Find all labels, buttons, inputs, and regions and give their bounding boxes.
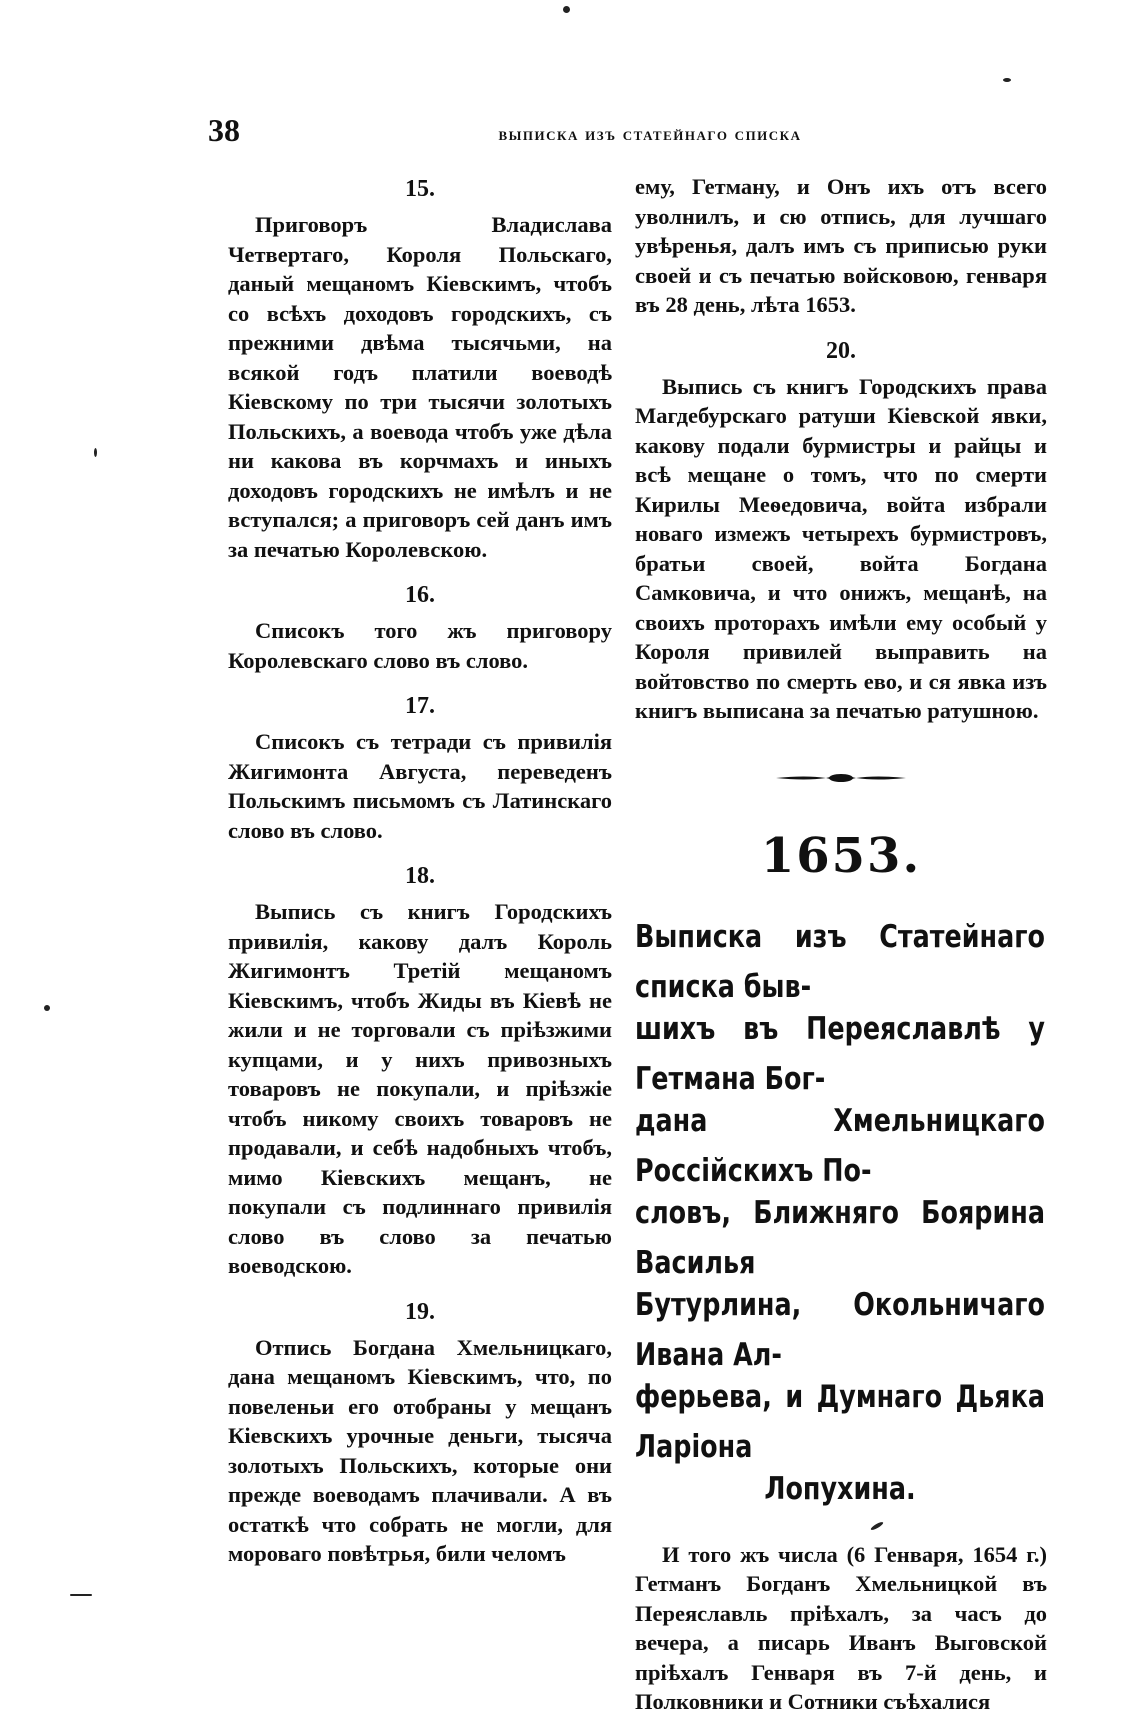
scan-speck xyxy=(70,1594,92,1596)
heading-line: Бутурлина, Окольничаго Ивана Ал- xyxy=(635,1286,1045,1373)
section-text: Приговоръ Владиславa Четвертаго, Короля Польскаго, даный мещаномъ Кіевскимъ, чтобъ со всѣхъ доходовъ городскихъ, съ прежними двѣма тысячьми, на всякой годъ платили воеводѣ Кіевскому по три тысячи золотыхъ Польскихъ, а воевода чтобъ уже дѣла ни какова въ корчмахъ и иныхъ доходовъ городскихъ не имѣлъ и не вступался; а приговоръ сей данъ имъ за печатью Королевскою. xyxy=(228,212,612,562)
heading-line: Выписка изъ Статейнаго списка быв- xyxy=(635,918,1045,1005)
scan-speck xyxy=(563,6,570,13)
scan-speck xyxy=(1003,78,1011,82)
left-column xyxy=(228,172,612,1583)
section-number: 16. xyxy=(405,582,435,608)
scan-speck xyxy=(94,448,97,457)
section-number: 17. xyxy=(405,693,435,719)
ornamental-rule-icon xyxy=(776,772,906,784)
section-number: 20. xyxy=(826,337,856,364)
section-text: Выпись съ книгъ Городскихъ привилія, какову далъ Король Жигимонтъ Третій мещаномъ Кіевскимъ, чтобъ Жиды въ Кіевѣ не жили и не торговали съ пріѣзжими купцами, и у нихъ привозныхъ товаровъ не покупали, и пріѣзжіе чтобъ никому своихъ товаровъ не продавали, и себѣ надобныхъ чтобъ, мимо Кіевскихъ мещанъ, не покупали съ подлиннаго привилія слово въ слово за печатью воеводскою. xyxy=(228,899,612,1278)
section-19-continuation: ему, Гетману, и Онъ ихъ отъ всего уволнилъ, и сю отпись, для лучшаго увѣренья, далъ имъ съ приписью руки своей и съ печатью войсковою, генваря въ 28 день, лѣта 1653. xyxy=(635,174,1047,317)
page-number: 38 xyxy=(208,112,240,148)
section-number: 18. xyxy=(405,863,435,889)
section-15 xyxy=(228,172,612,564)
running-title: выписка изъ статейнаго списка xyxy=(498,124,802,145)
heading-line: дана Хмельницкаго Россійскихъ По- xyxy=(635,1102,1045,1189)
section-19 xyxy=(228,1295,612,1569)
final-paragraph: И того жъ числа (6 Генваря, 1654 г.) Гетманъ Богданъ Хмельницкой въ Переяславль пріѣхалъ, за часъ до вечера, а писарь Иванъ Выговской пріѣхалъ Генваря въ 7-й день, и Полковники и Сотники съѣхалися xyxy=(635,1541,1047,1714)
year-heading: 1653. xyxy=(760,827,922,884)
section-number: 15. xyxy=(405,176,435,202)
section-17 xyxy=(228,689,612,845)
right-column xyxy=(635,172,1047,1731)
section-text: Отпись Богдана Хмельницкаго, дана мещаномъ Кіевскимъ, что, по повеленьи его отобраны у мещанъ Кіевскихъ урочные деньги, тысяча золотыхъ Польскихъ, которые они прежде воеводамъ плачивали. А въ остаткѣ что собрать не могли, для мороваго повѣтрья, били челомъ xyxy=(228,1334,612,1566)
document-heading xyxy=(635,912,1047,1514)
heading-line: шихъ въ Переяславлѣ у Гетмана Бог- xyxy=(635,1010,1045,1097)
scan-speck xyxy=(44,1005,50,1011)
section-text: Списокъ съ тетради съ привилія Жигимонта Августа, переведенъ Польскимъ письмомъ съ Латинскаго слово въ слово. xyxy=(228,729,612,843)
heading-line: Лопухина. xyxy=(764,1470,916,1507)
section-text: Списокъ того жъ приговору Королевскаго слово въ слово. xyxy=(228,618,612,673)
section-18 xyxy=(228,859,612,1281)
section-16 xyxy=(228,578,612,675)
section-20 xyxy=(635,334,1047,726)
heading-line: словъ, Ближняго Боярина Василья xyxy=(635,1194,1045,1281)
section-number: 19. xyxy=(405,1298,435,1325)
heading-line: ферьева, и Думнаго Дьяка Ларіона xyxy=(635,1378,1045,1465)
section-text: Выпись съ книгъ Городскихъ права Магдебурскаго ратуши Кіевской явки, какову подали бурмистры и райцы и всѣ мещане о томъ, что по смерти Кирилы Меѳедовича, войта избрали новаго измежъ четырехъ бурмистровъ, братьи своей, войта Богдана Самковича, и что онижъ, мещанѣ, на своихъ проторахъ имѣли ему особый у Короля привилей выправить на войтовство по смерть ево, и ся явка изъ книгъ выписана за печатью ратушною. xyxy=(635,373,1047,723)
